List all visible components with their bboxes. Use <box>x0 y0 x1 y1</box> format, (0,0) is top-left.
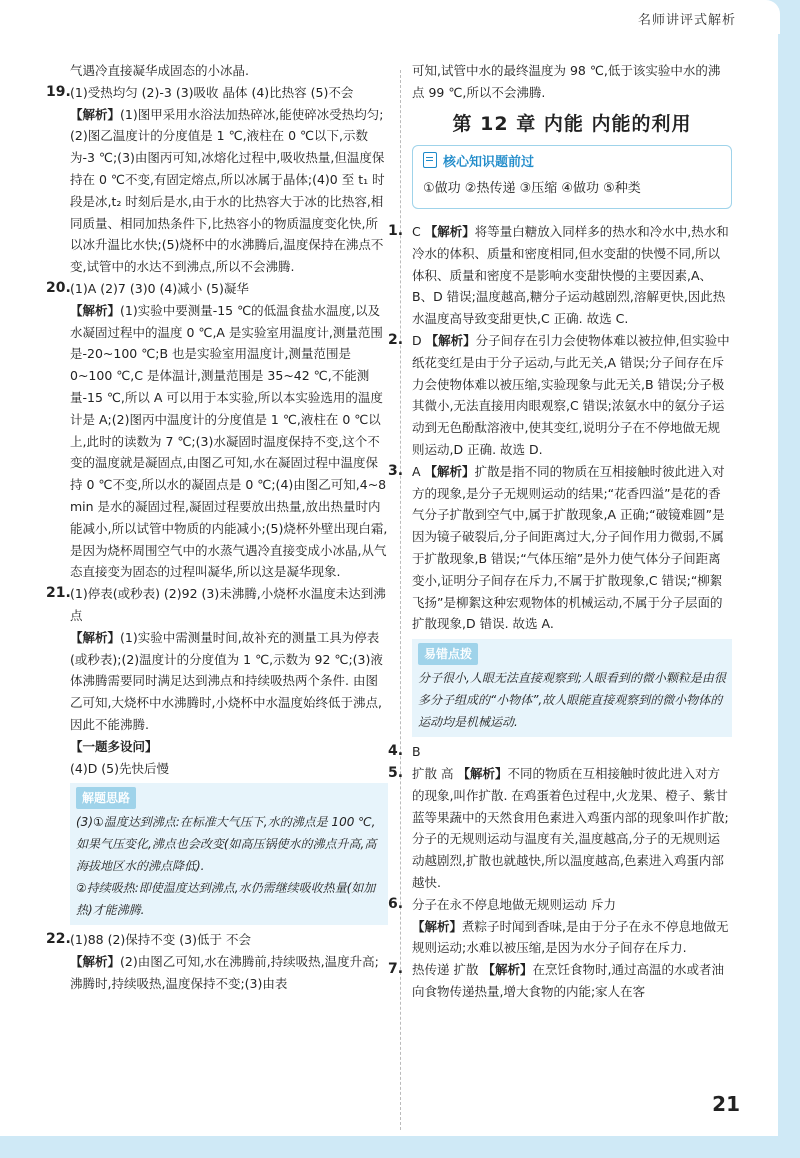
bottom-band <box>0 1136 800 1158</box>
core-knowledge-items: ①做功 ②热传递 ③压缩 ④做功 ⑤种类 <box>423 181 641 197</box>
extra-question-title: 【一题多设问】 <box>70 738 158 754</box>
answer: (1)A (2)7 (3)0 (4)减小 (5)凝华 <box>70 280 249 296</box>
answer: (1)88 (2)保持不变 (3)低于 不会 <box>70 932 251 948</box>
question-20 <box>46 278 388 583</box>
solution-tip-text-2: ②持续吸热:即使温度达到沸点,水仍需继续吸收热量(如加热)才能沸腾. <box>76 881 376 918</box>
analysis-tag: 【解析】 <box>70 106 121 122</box>
error-tip-box <box>412 639 732 737</box>
answer: A <box>412 463 421 479</box>
question-number: 4. <box>388 743 404 760</box>
question-7 <box>388 959 732 1003</box>
analysis-tag: 【解析】 <box>70 302 121 318</box>
question-4 <box>388 741 732 763</box>
question-number: 2. <box>388 331 404 348</box>
extra-answer: (4)D (5)先快后慢 <box>70 760 170 776</box>
chapter-title: 第 12 章 内能 内能的利用 <box>452 112 692 135</box>
question-number: 20. <box>46 279 71 296</box>
analysis <box>70 627 388 736</box>
analysis <box>70 104 388 278</box>
analysis-text: (2)由图乙可知,水在沸腾前,持续吸热,温度升高;沸腾时,持续吸热,温度保持不变;(3)由表 <box>70 954 379 991</box>
question-5 <box>388 763 732 894</box>
analysis-tag: 【解析】 <box>457 765 508 781</box>
notebook-icon <box>423 152 437 168</box>
analysis <box>70 951 388 995</box>
side-tab <box>778 34 800 1158</box>
solution-tip-label: 解题思路 <box>76 787 136 809</box>
question-number: 1. <box>388 222 404 239</box>
question-1 <box>388 221 732 330</box>
analysis-text: (1)图甲采用水浴法加热碎冰,能使碎冰受热均匀;(2)图乙温度计的分度值是 1 ℃,液柱在 0 ℃以下,示数为-3 ℃;(3)由图丙可知,冰熔化过程中,吸收热量,但温度保持在 0 ℃不变,有固定熔点,所以冰属于晶体;(4)0 至 t₁ 时段是冰,t₂ 时刻后是水,由于水的比热容大于冰的比热容,相同质量、相同加热条件下,比热容小的物质温度变化快,所以冰升温比水快;(5)烧杯中的水沸腾后,温度保持在沸点不变,试管中的水达不到沸点,所以不会沸腾. <box>70 106 385 275</box>
answer: 扩散 高 <box>412 765 454 781</box>
core-knowledge-title-text: 核心知识题前过 <box>443 155 535 171</box>
analysis-text: (1)实验中要测量-15 ℃的低温食盐水温度,以及水凝固过程中的温度 0 ℃,A 是实验室用温度计,测量范围是-20~100 ℃;B 也是实验室用温度计,测量范围是 0~100 ℃,C 是体温计,测量范围是 35~42 ℃,不能测量-15 ℃,所以 A 可以用于本实验,所以本实验选用的温度计是 A;(2)图丙中温度计的分度值是 1 ℃,液柱在 0 ℃以上,此时的读数为 7 ℃;(3)水凝固时温度保持不变,这个不变的温度就是凝固点,由图乙可知,水在凝固过程中温度保持 0 ℃不变,所以水的凝固点是 0 ℃;(4)由图乙可知,4~8 min 是水的凝固过程,凝固过程要放出热量,放出热量时内能减小,所以试管中物质的内能减小;(5)烧杯外壁出现白霜,是因为烧杯周围空气中的水蒸气遇冷直接变成小冰晶,从气态直接变为固态的过程叫凝华,所以这是凝华现象. <box>70 302 388 580</box>
question-number: 6. <box>388 895 404 912</box>
analysis-text: 将等量白糖放入同样多的热水和冷水中,热水和冷水的体积、质量和密度相同,但水变甜的快慢不同,所以体积、质量和密度不是影响水变甜快慢的主要因素,A、B、D 错误;温度越高,糖分子运动越剧烈,溶解更快,因此热水温度高导致变甜更快,C 正确. 故选 C. <box>412 223 729 327</box>
analysis <box>70 300 388 583</box>
analysis-tag: 【解析】 <box>482 962 533 978</box>
analysis-text: 扩散是指不同的物质在互相接触时彼此进入对方的现象,是分子无规则运动的结果;“花香四溢”是花的香气分子扩散到空气中,属于扩散现象,A 正确;“破镜难圆”是因为镜子破裂后,分子间距离过大,分子间作用力微弱,不属于扩散现象,B 错误;“气体压缩”是外力使气体分子间距离变小,证明分子间存在斥力,不属于扩散现象,C 错误;“柳絮飞扬”是柳絮这种宏观物体的机械运动,不属于分子层面的扩散现象,D 错误. 故选 A. <box>412 463 725 632</box>
solution-tip-text-1: (3)①温度达到沸点:在标准大气压下,水的沸点是 100 ℃,如果气压变化,沸点也会改变(如高压锅使水的沸点升高,高海拔地区水的沸点降低). <box>76 815 377 874</box>
analysis-tag: 【解析】 <box>424 463 475 479</box>
left-column <box>46 60 388 995</box>
answer: D <box>412 332 422 348</box>
right-intro: 可知,试管中水的最终温度为 98 ℃,低于该实验中水的沸点 99 ℃,所以不会沸腾. <box>412 63 721 100</box>
answer: (1)停表(或秒表) (2)92 (3)未沸腾,小烧杯水温度未达到沸点 <box>70 586 386 623</box>
question-19 <box>46 82 388 278</box>
analysis-tag: 【解析】 <box>70 629 121 645</box>
analysis-tag: 【解析】 <box>424 223 475 239</box>
error-tip-text: 分子很小,人眼无法直接观察到;人眼看到的微小颗粒是由很多分子组成的“小物体”,故人眼能直接观察到的微小物体的运动均是机械运动. <box>418 671 726 730</box>
question-6 <box>388 894 732 959</box>
page-header: 名师讲评式解析 <box>637 13 736 28</box>
left-intro: 气遇冷直接凝华成固态的小冰晶. <box>70 63 249 78</box>
question-number: 5. <box>388 764 404 781</box>
answer: (1)受热均匀 (2)-3 (3)吸收 晶体 (4)比热容 (5)不会 <box>70 84 354 100</box>
analysis-text: 分子间存在引力会使物体难以被拉伸,但实验中纸花变红是由于分子运动,与此无关,A 错误;分子间存在斥力会使物体难以被压缩,实验现象与此无关,B 错误;分子极其微小,无法直接用肉眼观察,C 错误;浓氨水中的氨分子运动到无色酚酞溶液中,使其变红,说明分子在不停地做无规则运动,D 正确. 故选 D. <box>412 332 730 457</box>
question-21 <box>46 583 388 925</box>
analysis-tag: 【解析】 <box>425 332 476 348</box>
answer: C <box>412 223 421 239</box>
error-tip-label: 易错点拨 <box>418 643 478 665</box>
analysis-tag: 【解析】 <box>412 918 463 934</box>
analysis-tag: 【解析】 <box>70 954 121 970</box>
solution-tip-box <box>70 783 388 925</box>
page-number: 21 <box>712 1092 740 1116</box>
question-22 <box>46 929 388 994</box>
question-2 <box>388 330 732 461</box>
question-number: 19. <box>46 83 71 100</box>
answer: B <box>412 744 421 760</box>
answer: 热传递 扩散 <box>412 962 479 978</box>
question-number: 21. <box>46 585 71 602</box>
question-number: 3. <box>388 462 404 479</box>
question-3 <box>388 461 732 635</box>
analysis-text: (1)实验中需测量时间,故补充的测量工具为停表(或秒表);(2)温度计的分度值为 1 ℃,示数为 92 ℃;(3)液体沸腾需要同时满足达到沸点和持续吸热两个条件. 由图乙可知,大烧杯中水沸腾时,小烧杯中水温度始终低于沸点,因此不能沸腾. <box>70 629 383 732</box>
right-column <box>388 60 732 1003</box>
core-knowledge-box <box>412 145 732 209</box>
answer: 分子在永不停息地做无规则运动 斥力 <box>412 896 616 912</box>
analysis-text: 在烹饪食物时,通过高温的水或者油向食物传递热量,增大食物的内能;家人在客 <box>412 962 724 999</box>
analysis-text: 煮粽子时闻到香味,是由于分子在永不停息地做无规则运动;水难以被压缩,是因为水分子间存在斥力. <box>412 918 729 956</box>
analysis-text: 不同的物质在互相接触时彼此进入对方的现象,叫作扩散. 在鸡蛋着色过程中,火龙果、橙子、紫甘蓝等果蔬中的天然食用色素进入鸡蛋内部的现象叫作扩散;分子的无规则运动与温度有关,温度越高,分子的无规则运动越剧烈,扩散也就越快,所以温度越高,色素进入鸡蛋内部越快. <box>412 765 729 890</box>
question-number: 22. <box>46 931 71 948</box>
question-number: 7. <box>388 961 404 978</box>
core-knowledge-title <box>423 152 721 174</box>
